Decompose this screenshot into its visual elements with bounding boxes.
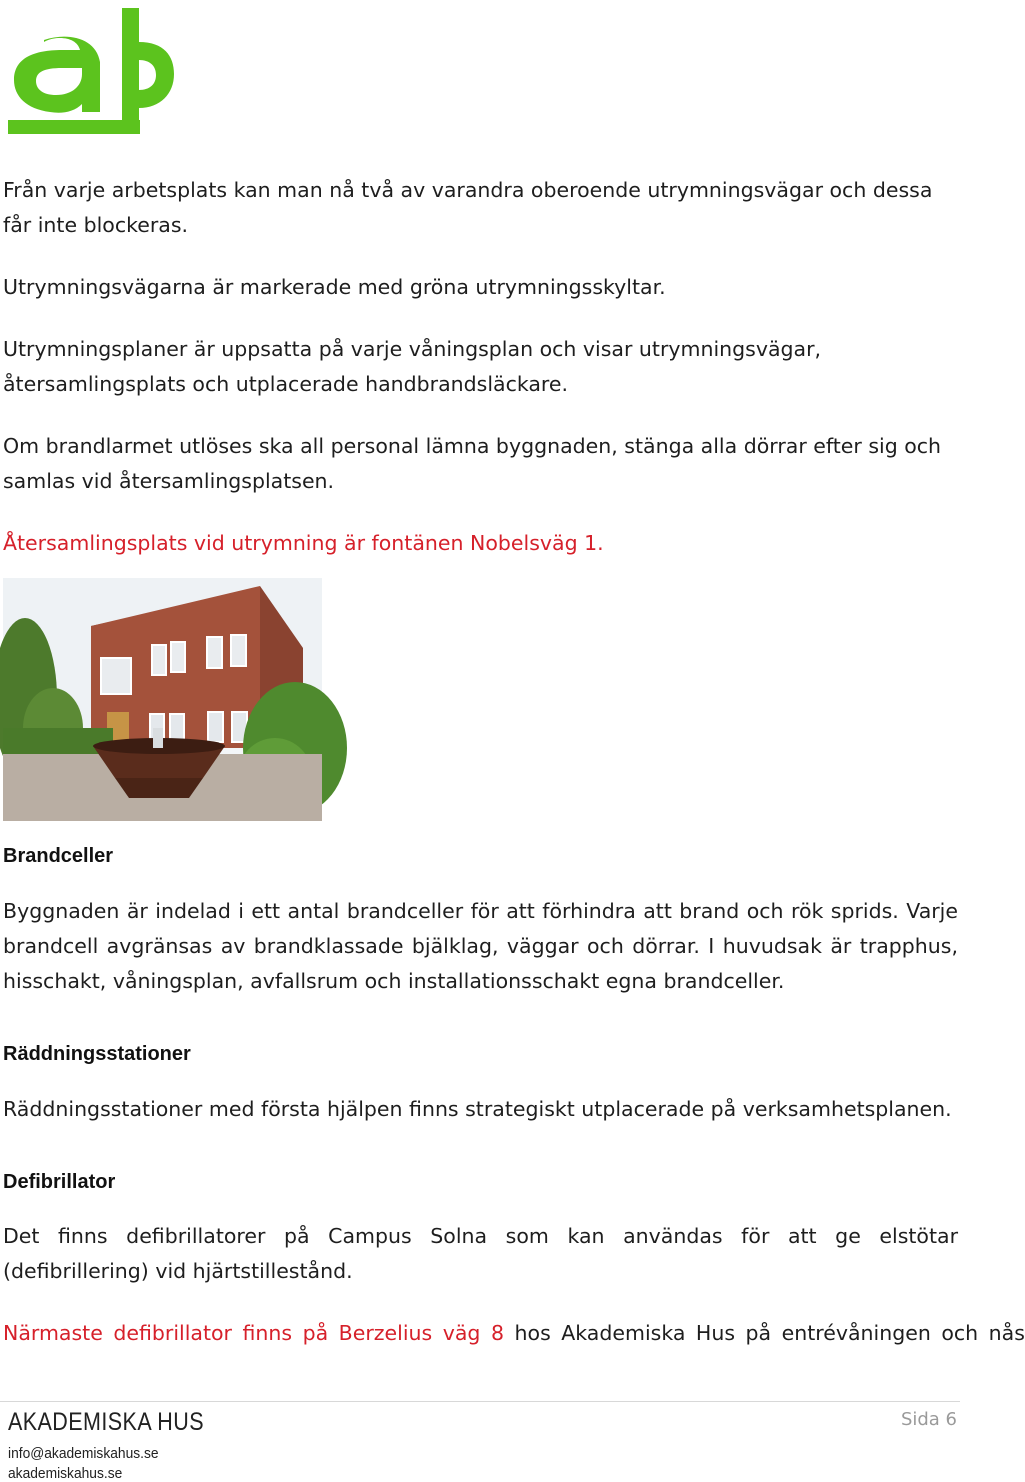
paragraph-escape-routes: Från varje arbetsplats kan man nå två av varandra oberoende utrymningsvägar och dessa får inte blockeras. <box>3 178 933 237</box>
nearest-defibrillator-location: Närmaste defibrillator finns på Berzelius väg 8 <box>3 1321 505 1345</box>
heading-raddningsstationer: Räddningsstationer <box>3 1043 191 1065</box>
heading-brandceller: Brandceller <box>3 845 114 867</box>
heading-defibrillator: Defibrillator <box>3 1171 116 1193</box>
footer-email[interactable]: info@akademiskahus.se <box>8 1445 159 1462</box>
footer-brand: AKADEMISKA HUS <box>8 1408 204 1436</box>
footer-divider <box>0 1401 960 1402</box>
fountain-building-photo <box>3 578 322 821</box>
ap-logo <box>4 2 172 134</box>
paragraph-raddningsstationer: Räddningsstationer med första hjälpen finns strategiskt utplacerade på verksamhetsplanen. <box>3 1097 952 1121</box>
footer-website[interactable]: akademiskahus.se <box>8 1465 123 1482</box>
paragraph-brandceller: Byggnaden är indelad i ett antal brandceller för att förhindra att brand och rök sprids. Varje brandcell avgränsas av brandklassade bjälklag, väggar och dörrar. I huvudsak är trapphus, hisschakt, våningsplan, avfallsrum och installationsschakt egna brandceller. <box>3 899 958 993</box>
paragraph-signs: Utrymningsvägarna är markerade med gröna utrymningsskyltar. <box>3 275 666 299</box>
paragraph-nearest-defibrillator <box>3 1316 1025 1351</box>
paragraph-evacuation-plans: Utrymningsplaner är uppsatta på varje våningsplan och visar utrymningsvägar, återsamlingsplats och utplacerade handbrandsläckare. <box>3 337 822 396</box>
paragraph-defibrillator: Det finns defibrillatorer på Campus Solna som kan användas för att ge elstötar (defibrillering) vid hjärtstillestånd. <box>3 1224 958 1283</box>
paragraph-assembly-point: Återsamlingsplats vid utrymning är fontänen Nobelsväg 1. <box>3 531 604 555</box>
nearest-defibrillator-rest: hos Akademiska Hus på entrévåningen och nås <box>504 1321 1025 1345</box>
page-number: Sida 6 <box>900 1409 957 1430</box>
paragraph-fire-alarm: Om brandlarmet utlöses ska all personal lämna byggnaden, stänga alla dörrar efter sig och samlas vid återsamlingsplatsen. <box>3 434 942 493</box>
